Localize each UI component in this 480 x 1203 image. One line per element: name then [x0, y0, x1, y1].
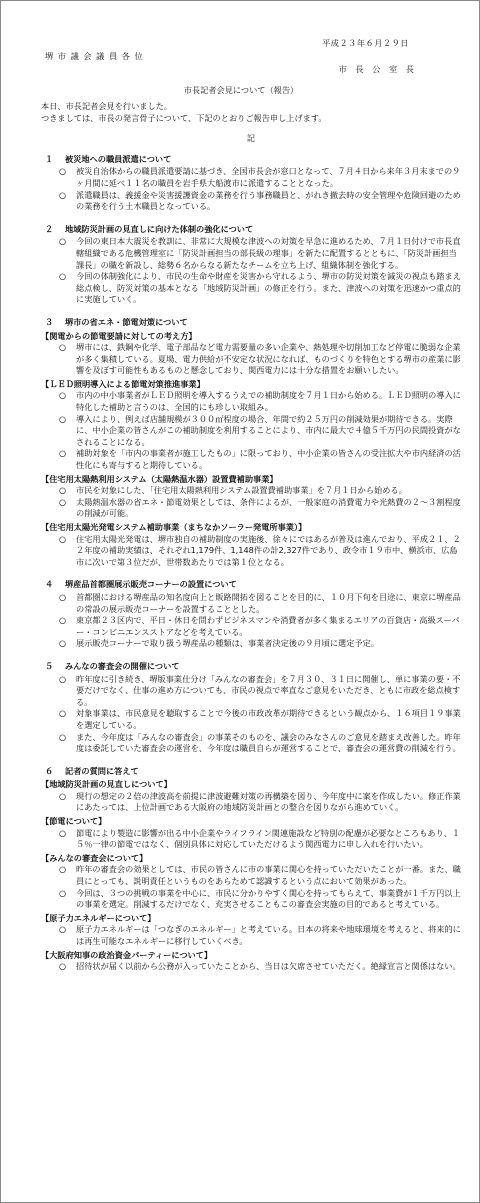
subsection-heading: 【節電について】: [41, 816, 107, 827]
bullet-item: [41, 674, 461, 709]
section: [41, 766, 461, 973]
section: [41, 224, 461, 306]
bullet-circle-icon: ○: [59, 638, 67, 649]
bullet-text: 太陽熱温水器の省エネ・節電効果としては、条件によるが、一般家庭の消費電力や光熱費の２〜３割程度の削減が可能。: [76, 496, 461, 519]
bullet-item: [41, 497, 461, 520]
bullet-circle-icon: ○: [59, 342, 67, 353]
bullet-circle-icon: ○: [59, 924, 67, 935]
bullet-text: 今回は、３つの挑戦の事業を中心に、市民に分かりやすく関心を持ってもらえて、事業費が１千万円以上の事業を選定。削減するだけでなく、充実させることもこの審査会実施の目的であると考えている。: [76, 887, 461, 910]
subsection-heading: 【みんなの審査会について】: [41, 852, 148, 863]
section-heading: [41, 579, 461, 591]
section-heading: [41, 661, 461, 673]
bullet-circle-icon: ○: [59, 413, 67, 424]
bullet-text: 東京都２３区内で、平日・休日を問わずビジネスマンや消費者が多く集まるエリアの百貨店・高級スーパー・コンビニエンスストアなどを考えている。: [76, 615, 460, 637]
sender: 市 長 公 室 長: [338, 64, 417, 74]
section-heading: [41, 766, 461, 778]
bullet-circle-icon: ○: [59, 166, 67, 177]
section-heading: [41, 224, 461, 236]
bullet-circle-icon: ○: [59, 790, 67, 801]
intro-line: 本日、市長記者会見を行いました。: [41, 101, 173, 111]
document-date: 平成２３年６月２９日: [322, 38, 409, 48]
document-body: [41, 101, 461, 984]
section-heading: [41, 154, 461, 166]
bullet-text: 首都圏における堺産品の知名度向上と販路開拓を図ることを目的に、１０月下旬を目途に、東京に堺産品の常設の展示販売コーナーを設置することとした。: [76, 591, 461, 614]
bullet-text: 現行の想定の２倍の津波高を前提に津波避難対策の再構築を図り、今年度中に案を作成したい。修正作業にあたっては、上位計画である大阪府の地域防災計画との整合を図りながら進めていく。: [76, 790, 461, 813]
section-title: みんなの審査会の開催について: [65, 660, 180, 671]
bullet-text: 堺市には、鉄鋼や化学、電子部品など電力需要量の多い企業や、熱処理や切削加工など停電に脆弱な企業が多く集積している。夏場、電力供給が不安定な状況になれば、ものづくりを特色とする堺市の産業に影響を及ぼす可能性もあるものと懸念しており、関西電力には十分な措置をお願いしたい。: [76, 342, 461, 376]
bullet-circle-icon: ○: [59, 448, 67, 459]
bullet-circle-icon: ○: [59, 673, 67, 684]
section-title: 記者の質問に答えて: [65, 765, 139, 776]
bullet-circle-icon: ○: [59, 591, 67, 602]
bullet-item: [41, 342, 461, 377]
bullet-text: 昨年の審査会の効果としては、市民の皆さんに市の事業に関心を持っていただいたことが一番。また、職員にとっても、説明責任というものをあらためて認識するという点において効果があった。: [76, 864, 461, 887]
bullet-text: 招待状が届く以前から公務が入っていたことから、当日は欠席させていただく。絶縁宣言と関係はない。: [76, 961, 461, 972]
bullet-item: [41, 732, 461, 755]
bullet-circle-icon: ○: [59, 887, 67, 898]
section-number: ６: [45, 765, 54, 776]
bullet-item: [41, 638, 461, 650]
bullet-item: [41, 924, 461, 947]
section-title: 堺産品首都圏展示販売コーナーの設置について: [65, 579, 237, 590]
subsection-heading: 【地域防災計画の見直しについて】: [41, 779, 172, 790]
bullet-item: [41, 708, 461, 731]
bullet-item: [41, 615, 461, 638]
bullet-circle-icon: ○: [59, 827, 67, 838]
section-number: １: [45, 153, 54, 164]
bullet-item: [41, 961, 461, 973]
bullet-circle-icon: ○: [59, 390, 67, 401]
section: [41, 317, 461, 568]
document-title: 市長記者会見について（報告）: [183, 85, 299, 95]
bullet-circle-icon: ○: [59, 485, 67, 496]
section: [41, 154, 461, 213]
bullet-item: [41, 236, 461, 271]
bullet-circle-icon: ○: [59, 236, 67, 247]
bullet-item: [41, 414, 461, 449]
bullet-text: 被災自治体からの職員派遣要請に基づき、全国市長会が窓口となって、７月４日から来年３月末までの９ヶ月間に延べ１１名の職員を岩手県大船渡市に派遣することとなった。: [76, 166, 461, 188]
bullet-item: [41, 828, 461, 851]
bullet-circle-icon: ○: [59, 864, 67, 875]
section-number: ２: [45, 223, 54, 234]
bullet-circle-icon: ○: [59, 271, 67, 282]
bullet-circle-icon: ○: [59, 533, 67, 544]
bullet-text: 昨年度に引き続き、堺版事業仕分け「みんなの審査会」を７月３０、３１日に開催し、単に事業の要・不要だけでなく、仕事の進め方についても、市民の視点で率直なご意見をいただき、ともに市政を総点検する。: [76, 673, 461, 707]
addressee: 堺 市 議 会 議 員 各 位: [45, 51, 144, 61]
section: [41, 579, 461, 650]
bullet-item: [41, 534, 461, 569]
bullet-text: 節電により製造に影響が出る中小企業やライフライン関連施設など特別の配慮が必要なところもあり、１５％一律の節電ではなく、個別具体に対応していただけるよう関西電力に申し入れを行いたい。: [76, 827, 461, 850]
subsection-heading: 【住宅用太陽熱利用システム（太陽熱温水器）設置費補助事業】: [41, 473, 278, 484]
bullet-text: 展示販売コーナーで取り扱う堺産品の種類は、事業者決定後の９月頃に選定予定。: [76, 638, 379, 649]
bullet-item: [41, 166, 461, 189]
bullet-item: [41, 888, 461, 911]
bullet-text: 原子力エネルギーは「つなぎのエネルギー」と考えている。日本の将来や地球環境を考えると、将来的には再生可能なエネルギーに移行していくべき。: [76, 924, 461, 946]
sections-container: [41, 154, 461, 973]
section-heading: [41, 317, 461, 329]
section-title: 被災地への職員派遣について: [65, 153, 172, 164]
bullet-circle-icon: ○: [59, 708, 67, 719]
bullet-text: 今回の東日本大震災を教訓に、非常に大規模な津波への対策を早急に進めるため、７月１日付けで市長直轄組織である危機管理室に「防災計画担当の部長級の理事」を新たに配置するとともに、「防災計画担当課長」の職を新設し、総勢６名からなる新たなチームを立ち上げ、組織体制を強化する。: [76, 236, 461, 270]
bullet-text: 市民を対象にした、「住宅用太陽熱利用システム設置費補助事業」を７月１日から始める。: [76, 485, 407, 496]
bullet-item: [41, 791, 461, 814]
bullet-text: 市内の中小事業者がＬＥＤ照明を導入するうえでの補助制度を７月１日から始める。ＬＥＤ照明の導入に特化した補助と言うのは、全国的にも珍しい取組み。: [76, 390, 461, 413]
bullet-text: 対象事業は、市民意見を聴取することで今後の市政改革が期待できるという観点から、１６項目１９事業を選定している。: [76, 708, 461, 730]
bullet-item: [41, 485, 461, 497]
intro-line: つきましては、市長の発言骨子について、下記のとおりご報告申し上げます。: [41, 112, 327, 123]
section: [41, 661, 461, 755]
subsection-heading: 【ＬＥＤ照明導入による節電対策推進事業】: [41, 378, 205, 389]
section-number: ５: [45, 660, 54, 671]
bullet-text: 今回の体制強化により、市民の生命や財産を災害から守れるよう、堺市の防災対策を減災の視点も踏まえ総点検し、防災対策の基本となる「地域防災計画」の修正を行う。また、津波への対策を迅速かつ重点的に実施していく。: [76, 271, 461, 305]
section-title: 堺市の省エネ・節電対策について: [65, 316, 188, 327]
section-number: ３: [45, 316, 54, 327]
bullet-circle-icon: ○: [59, 731, 67, 742]
bullet-item: [41, 448, 461, 471]
bullet-circle-icon: ○: [59, 189, 67, 200]
bullet-text: 住宅用太陽光発電は、堺市独自の補助制度の実施後、徐々にではあるが普及は進んでおり、平成２１、２２年度の補助実績は、それぞれ1,179件、1,148件の計2,327件であり、政令市１９市中、横浜市、広島市に次いで第３位だが、世帯数あたりでは第１位となる。: [76, 533, 461, 567]
bullet-item: [41, 190, 461, 213]
ki-heading: 記: [246, 133, 256, 144]
subsection-heading: 【関電からの節電要請に対しての考え方】: [41, 330, 197, 341]
bullet-item: [41, 271, 461, 306]
bullet-item: [41, 592, 461, 615]
bullet-text: 派遣職員は、義援金や災害援護資金の業務を行う事務職員と、がれき撤去時の安全管理や危険回避のための業務を行う土木職員となっている。: [76, 189, 461, 212]
section-number: ４: [45, 579, 54, 590]
subsection-heading: 【住宅用太陽光発電システム補助事業（まちなかソーラー発電所事業）】: [41, 522, 307, 532]
bullet-text: 導入により、例えば店舗規模が３００㎡程度の場合、年間で約２５万円の削減効果が期待できる。実際に、中小企業の皆さんがこの補助制度を利用することにより、市内に最大で４億５千万円の民間投資がなされることになる。: [76, 413, 461, 447]
bullet-item: [41, 390, 461, 413]
bullet-circle-icon: ○: [59, 961, 67, 972]
bullet-circle-icon: ○: [59, 615, 67, 626]
bullet-text: 補助対象を「市内の事業者が施工したもの」に限っており、中小企業の皆さんの受注拡大や市内経済の活性化にも寄与すると期待している。: [76, 448, 461, 471]
bullet-text: また、今年度は「みんなの審査会」の事業そのものを、議会のみなさんのご意見を踏まえ改善した。昨年度は委託していた審査会の運営を、今年度は職員自らが運営することで、審査会の運営費の削減を行う。: [76, 731, 461, 754]
subsection-heading: 【原子力エネルギーについて】: [41, 912, 156, 923]
bullet-circle-icon: ○: [59, 496, 67, 507]
subsection-heading: 【大阪府知事の政治資金パーティーについて】: [41, 949, 213, 960]
section-title: 地域防災計画の見直しに向けた体制の強化について: [65, 223, 254, 234]
bullet-item: [41, 864, 461, 887]
